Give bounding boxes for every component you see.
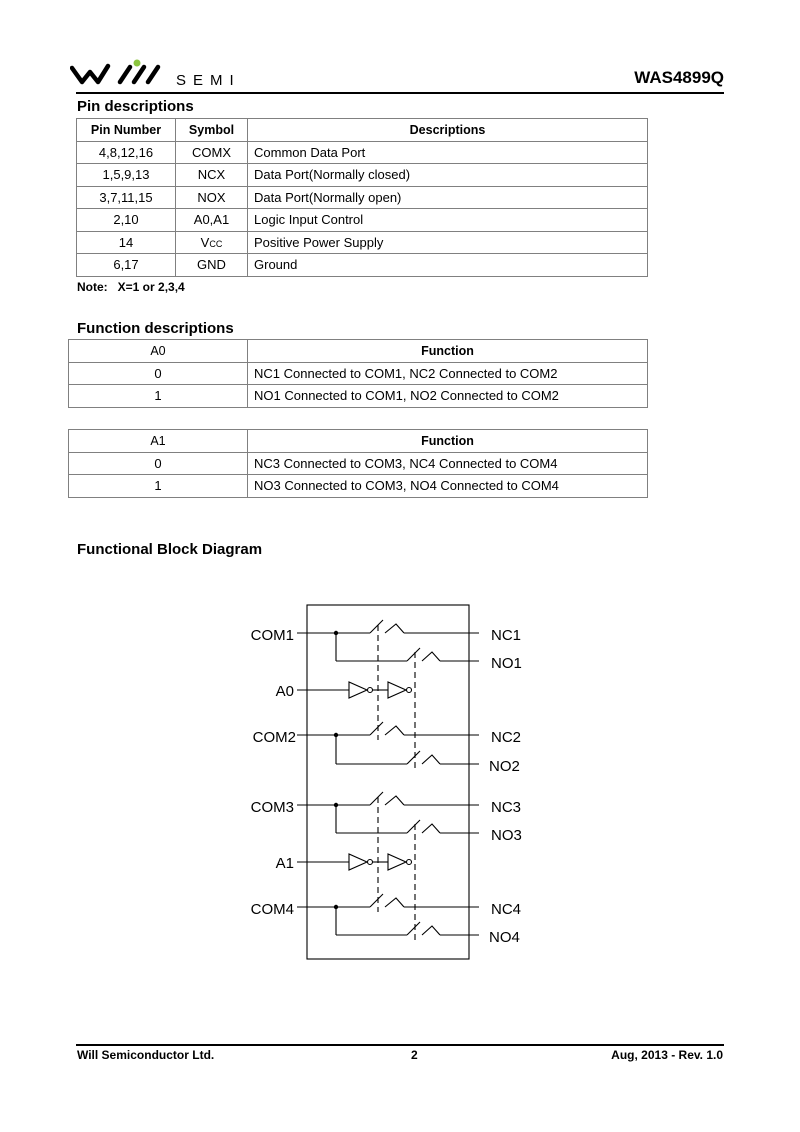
pin-number: 14 bbox=[77, 231, 176, 254]
function-table-header bbox=[69, 430, 648, 453]
table-row bbox=[69, 452, 648, 475]
pin-description: Data Port(Normally open) bbox=[248, 186, 648, 209]
table-row bbox=[77, 231, 648, 254]
footer-page-number: 2 bbox=[411, 1048, 418, 1062]
function-description: NC3 Connected to COM3, NC4 Connected to COM4 bbox=[248, 452, 648, 475]
col-header-a0: A0 bbox=[69, 340, 248, 363]
svg-text:SEMI: SEMI bbox=[176, 72, 241, 89]
function-description: NO3 Connected to COM3, NO4 Connected to COM4 bbox=[248, 475, 648, 498]
header-rule bbox=[76, 92, 724, 94]
function-descriptions-title: Function descriptions bbox=[77, 320, 234, 337]
logic-value: 1 bbox=[69, 475, 248, 498]
function-description: NO1 Connected to COM1, NO2 Connected to COM2 bbox=[248, 385, 648, 408]
label-nc4: NC4 bbox=[491, 901, 522, 918]
pin-number: 3,7,11,15 bbox=[77, 186, 176, 209]
col-header-pin-number: Pin Number bbox=[77, 119, 176, 142]
pin-number: 4,8,12,16 bbox=[77, 141, 176, 164]
pin-symbol: COMX bbox=[176, 141, 248, 164]
will-semi-logo-icon bbox=[70, 58, 260, 92]
functional-block-diagram bbox=[0, 580, 800, 980]
pin-description: Positive Power Supply bbox=[248, 231, 648, 254]
logic-value: 1 bbox=[69, 385, 248, 408]
pin-description: Common Data Port bbox=[248, 141, 648, 164]
function-table-a0 bbox=[68, 339, 648, 408]
function-description: NC1 Connected to COM1, NC2 Connected to COM2 bbox=[248, 362, 648, 385]
table-row bbox=[77, 186, 648, 209]
col-header-symbol: Symbol bbox=[176, 119, 248, 142]
pin-number: 1,5,9,13 bbox=[77, 164, 176, 187]
label-nc3: NC3 bbox=[491, 799, 522, 816]
pin-description: Data Port(Normally closed) bbox=[248, 164, 648, 187]
table-row bbox=[69, 385, 648, 408]
pin-symbol: A0,A1 bbox=[176, 209, 248, 232]
chip-outline bbox=[307, 605, 469, 959]
pin-table-header bbox=[77, 119, 648, 142]
col-header-a1: A1 bbox=[69, 430, 248, 453]
pin-description: Logic Input Control bbox=[248, 209, 648, 232]
pin-number: 2,10 bbox=[77, 209, 176, 232]
label-nc1: NC1 bbox=[491, 627, 522, 644]
logo-dot-icon bbox=[134, 60, 141, 67]
footer-rule bbox=[76, 1044, 724, 1046]
label-com3: COM3 bbox=[250, 799, 294, 816]
logic-value: 0 bbox=[69, 452, 248, 475]
label-no1: NO1 bbox=[491, 655, 522, 672]
label-no2: NO2 bbox=[489, 758, 520, 775]
label-com4: COM4 bbox=[250, 901, 294, 918]
label-com2: COM2 bbox=[252, 729, 296, 746]
pin-symbol: NCX bbox=[176, 164, 248, 187]
block-diagram-title: Functional Block Diagram bbox=[77, 541, 263, 558]
pin-description: Ground bbox=[248, 254, 648, 277]
table-row bbox=[77, 164, 648, 187]
col-header-function: Function bbox=[248, 430, 648, 453]
table-row bbox=[69, 362, 648, 385]
label-nc2: NC2 bbox=[491, 729, 522, 746]
pin-symbol: GND bbox=[176, 254, 248, 277]
label-a0: A0 bbox=[275, 683, 294, 700]
pin-number: 6,17 bbox=[77, 254, 176, 277]
part-number: WAS4899Q bbox=[634, 68, 724, 87]
pin-symbol: Vcc bbox=[176, 231, 248, 254]
pin-descriptions-title: Pin descriptions bbox=[77, 98, 194, 115]
pin-symbol: NOX bbox=[176, 186, 248, 209]
function-table-a1 bbox=[68, 429, 648, 498]
col-header-descriptions: Descriptions bbox=[248, 119, 648, 142]
table-row bbox=[77, 141, 648, 164]
label-no3: NO3 bbox=[491, 827, 522, 844]
pin-note: Note: X=1 or 2,3,4 bbox=[77, 280, 185, 294]
logic-value: 0 bbox=[69, 362, 248, 385]
col-header-function: Function bbox=[248, 340, 648, 363]
table-row bbox=[77, 209, 648, 232]
footer-company: Will Semiconductor Ltd. bbox=[77, 1048, 215, 1062]
table-row bbox=[69, 475, 648, 498]
table-row bbox=[77, 254, 648, 277]
label-no4: NO4 bbox=[489, 929, 520, 946]
pin-table bbox=[76, 118, 648, 277]
label-a1: A1 bbox=[275, 855, 294, 872]
footer-date-revision: Aug, 2013 - Rev. 1.0 bbox=[611, 1048, 723, 1062]
function-table-header bbox=[69, 340, 648, 363]
label-com1: COM1 bbox=[250, 627, 294, 644]
